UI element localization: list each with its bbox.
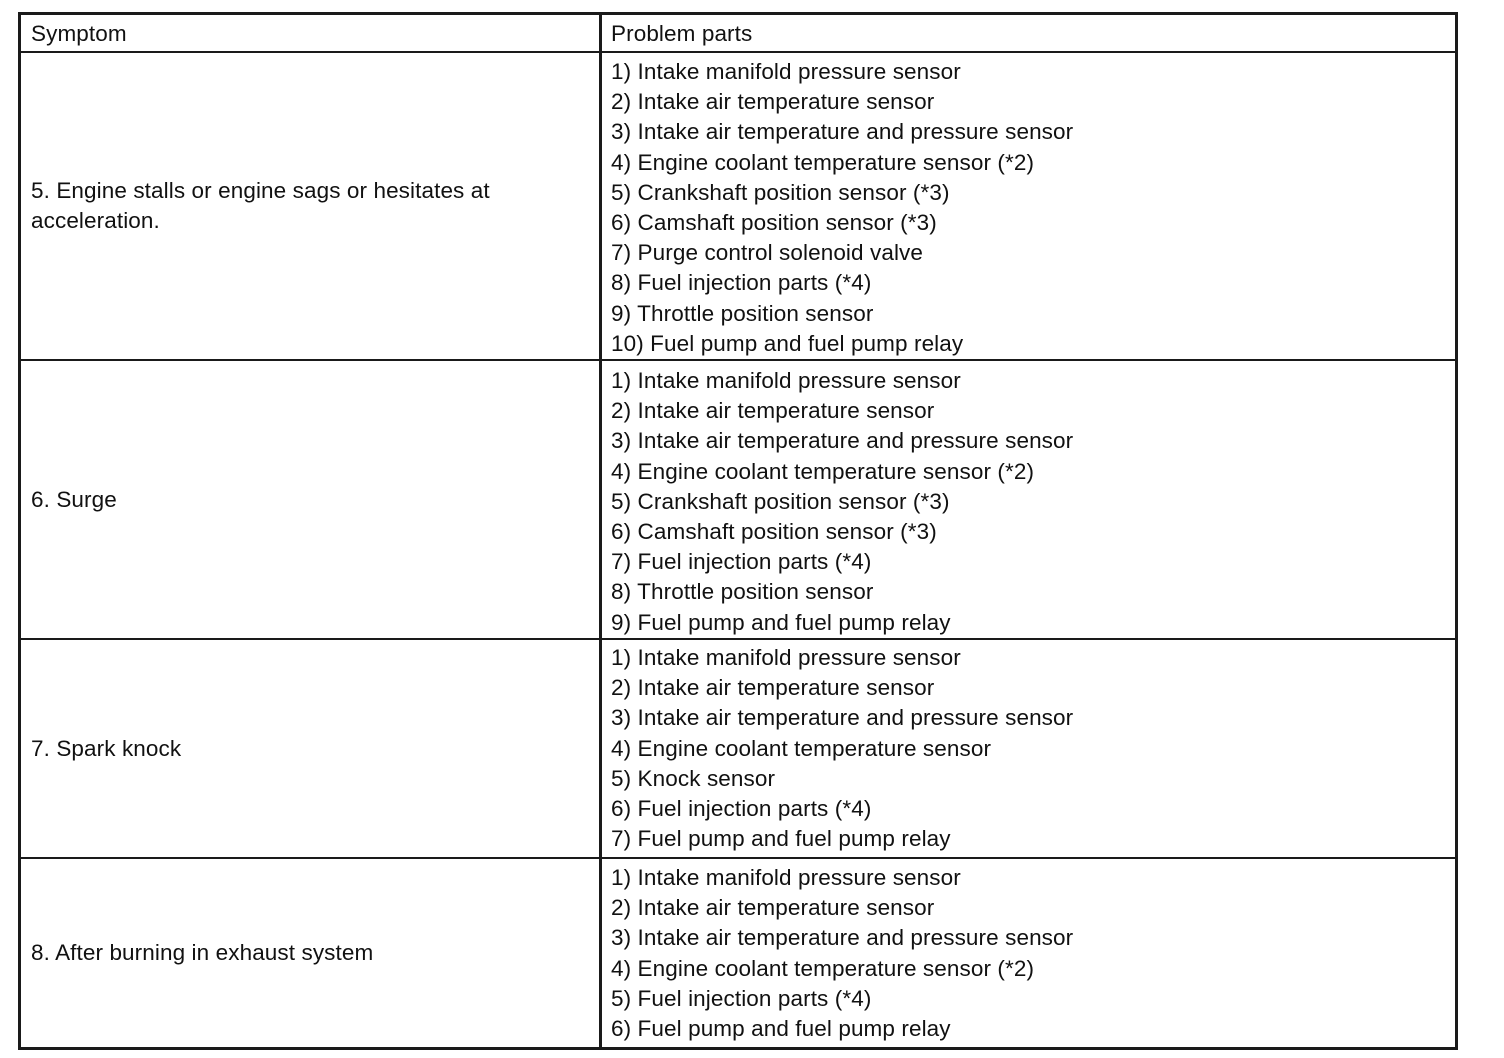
list-item: 7) Purge control solenoid valve <box>611 240 924 266</box>
symptom-cell <box>21 859 602 1047</box>
list-item: 7) Fuel pump and fuel pump relay <box>611 826 951 852</box>
list-item: 1) Intake manifold pressure sensor <box>611 865 961 890</box>
list-item: 10) Fuel pump and fuel pump relay <box>611 330 964 356</box>
list-item: 6) Fuel pump and fuel pump relay <box>611 1015 951 1041</box>
problem-parts-cell <box>602 361 1455 638</box>
problem-parts-list <box>611 361 1455 638</box>
list-item: 1) Intake manifold pressure sensor <box>611 645 961 670</box>
list-item: 4) Engine coolant temperature sensor <box>611 735 992 761</box>
table-row <box>21 638 1455 857</box>
list-item: 5) Crankshaft position sensor (*3) <box>611 179 950 205</box>
list-item: 2) Intake air temperature sensor <box>611 89 935 115</box>
list-item: 5) Knock sensor <box>611 765 776 791</box>
list-item: 3) Intake air temperature and pressure sensor <box>611 925 1074 951</box>
list-item: 8) Throttle position sensor <box>611 579 874 605</box>
symptom-cell <box>21 53 602 359</box>
list-item: 5) Fuel injection parts (*4) <box>611 985 872 1011</box>
list-item: 2) Intake air temperature sensor <box>611 675 935 701</box>
list-item: 3) Intake air temperature and pressure sensor <box>611 119 1074 145</box>
problem-parts-list <box>611 640 1455 854</box>
table-header-row <box>21 15 1455 51</box>
symptom-problem-parts-table <box>18 12 1458 1050</box>
list-item: 8) Fuel injection parts (*4) <box>611 270 872 296</box>
symptom-cell <box>21 361 602 638</box>
list-item: 4) Engine coolant temperature sensor (*2) <box>611 955 1035 981</box>
table-row <box>21 51 1455 359</box>
symptom-text: 7. Spark knock <box>31 735 182 761</box>
problem-parts-cell <box>602 859 1455 1047</box>
list-item: 6) Camshaft position sensor (*3) <box>611 209 937 235</box>
symptom-column-header: Symptom <box>21 15 602 51</box>
problem-parts-cell <box>602 640 1455 857</box>
symptom-text: 5. Engine stalls or engine sags or hesitates at acceleration. <box>31 178 490 233</box>
list-item: 3) Intake air temperature and pressure sensor <box>611 705 1074 731</box>
problem-parts-list <box>611 859 1455 1044</box>
list-item: 4) Engine coolant temperature sensor (*2) <box>611 149 1035 175</box>
list-item: 9) Fuel pump and fuel pump relay <box>611 609 951 635</box>
table-row <box>21 857 1455 1047</box>
list-item: 7) Fuel injection parts (*4) <box>611 549 872 575</box>
list-item: 5) Crankshaft position sensor (*3) <box>611 488 950 514</box>
problem-parts-column-header: Problem parts <box>611 21 753 46</box>
symptom-text: 6. Surge <box>31 486 117 512</box>
list-item: 4) Engine coolant temperature sensor (*2) <box>611 458 1035 484</box>
list-item: 2) Intake air temperature sensor <box>611 895 935 921</box>
list-item: 2) Intake air temperature sensor <box>611 398 935 424</box>
list-item: 1) Intake manifold pressure sensor <box>611 59 961 84</box>
list-item: 6) Camshaft position sensor (*3) <box>611 518 937 544</box>
list-item: 6) Fuel injection parts (*4) <box>611 795 872 821</box>
table-row <box>21 359 1455 638</box>
list-item: 3) Intake air temperature and pressure sensor <box>611 428 1074 454</box>
list-item: 1) Intake manifold pressure sensor <box>611 368 961 393</box>
list-item: 9) Throttle position sensor <box>611 300 874 326</box>
problem-parts-cell <box>602 53 1455 359</box>
symptom-cell <box>21 640 602 857</box>
problem-parts-list <box>611 53 1455 359</box>
symptom-text: 8. After burning in exhaust system <box>31 940 374 965</box>
